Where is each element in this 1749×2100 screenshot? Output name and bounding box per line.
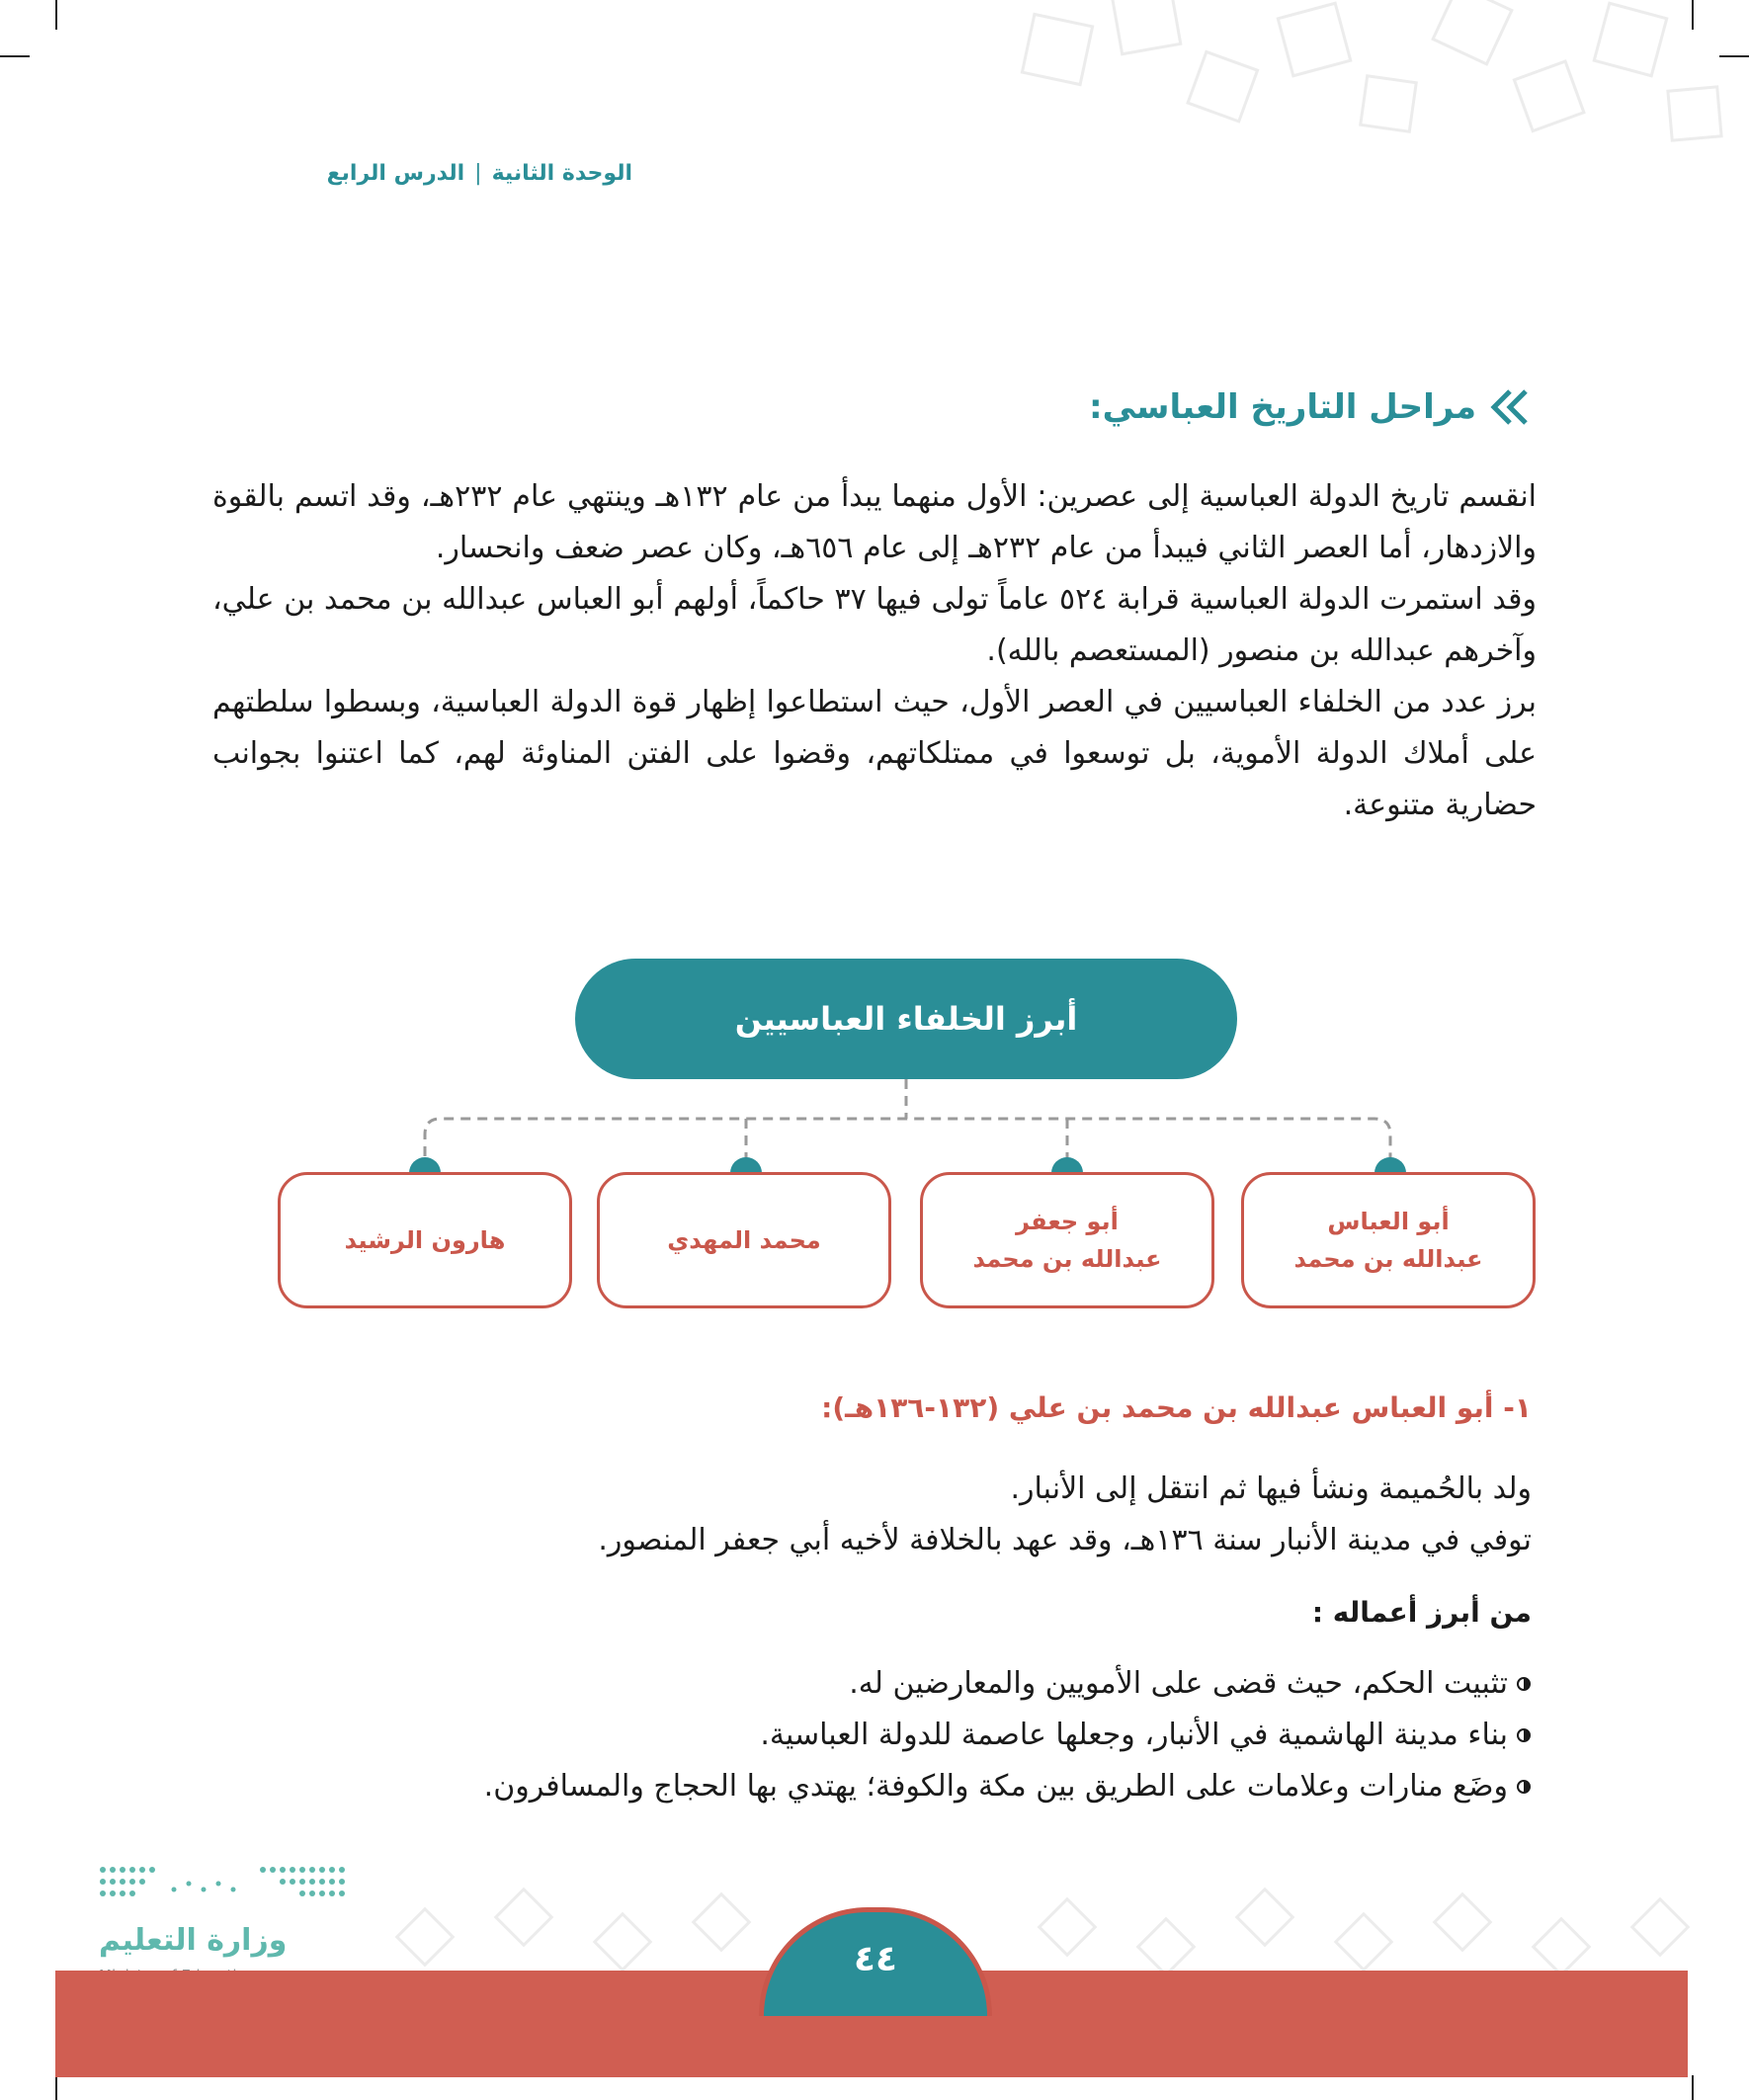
section-heading: مراحل التاريخ العباسي: — [1089, 387, 1476, 427]
unit-label: الوحدة الثانية — [491, 161, 632, 186]
running-header — [327, 161, 632, 186]
ministry-name-ar: وزارة التعليم — [99, 1923, 288, 1958]
caliph-fullname: عبدالله بن محمد — [972, 1245, 1162, 1273]
works-list — [208, 1658, 1532, 1812]
work-text: تثبيت الحكم، حيث قضى على الأمويين والمعارضين له. — [849, 1666, 1508, 1701]
decorative-pattern — [988, 0, 1749, 178]
bio-line: ولد بالحُميمة ونشأ فيها ثم انتقل إلى الأنبار. — [1010, 1471, 1532, 1506]
diagram-title: أبرز الخلفاء العباسيين — [575, 959, 1237, 1079]
caliph-name: أبو جعفر — [1016, 1208, 1119, 1235]
paragraph: انقسم تاريخ الدولة العباسية إلى عصرين: الأول منهما يبدأ من عام ١٣٢هـ وينتهي عام ٢٣٢هـ، وقد اتسم بالقوة والازدهار، أما العصر الثاني فيبدأ من عام ٢٣٢هـ إلى عام ٦٥٦هـ، وكان عصر ضعف وانحسار. — [212, 479, 1537, 565]
bullet-icon — [1516, 1676, 1532, 1692]
paragraph: وقد استمرت الدولة العباسية قرابة ٥٢٤ عاماً تولى فيها ٣٧ حاكماً، أولهم أبو العباس عبدالله بن محمد بن علي، وآخرهم عبدالله بن منصور (المستعصم بالله). — [212, 582, 1537, 668]
bio-line: توفي في مدينة الأنبار سنة ١٣٦هـ، وقد عهد بالخلافة لأخيه أبي جعفر المنصور. — [598, 1523, 1532, 1557]
list-item — [208, 1710, 1532, 1761]
list-item — [208, 1761, 1532, 1812]
caliph-box-abu-al-abbas — [1241, 1172, 1536, 1308]
crop-mark — [55, 0, 57, 30]
subsection-heading: ١- أبو العباس عبدالله بن محمد بن علي (١٣٢-١٣٦هـ): — [821, 1391, 1532, 1424]
list-item — [208, 1658, 1532, 1710]
lesson-label: الدرس الرابع — [326, 161, 465, 186]
page-number: ٤٤ — [854, 1939, 897, 1979]
caliph-box-abu-jafar — [920, 1172, 1214, 1308]
caliph-fullname: عبدالله بن محمد — [1293, 1245, 1483, 1273]
caliph-name: أبو العباس — [1327, 1208, 1450, 1235]
bullet-icon — [1516, 1727, 1532, 1743]
bullet-icon — [1516, 1779, 1532, 1795]
body-text — [212, 471, 1537, 831]
ministry-logo-icon — [95, 1860, 352, 1919]
work-text: وضَع منارات وعلامات على الطريق بين مكة والكوفة؛ يهتدي بها الحجاج والمسافرون. — [483, 1769, 1508, 1804]
crop-mark — [55, 2075, 57, 2100]
paragraph: برز عدد من الخلفاء العباسيين في العصر الأول، حيث استطاعوا إظهار قوة الدولة العباسية، وبسطوا سلطتهم على أملاك الدولة الأموية، بل توسعوا في ممتلكاتهم، وقضوا على الفتن المناوئة لهم، كما اعتنوا بجوانب حضارية متنوعة. — [212, 685, 1537, 822]
works-label: من أبرز أعماله : — [1311, 1596, 1532, 1629]
header-separator: | — [474, 161, 482, 186]
work-text: بناء مدينة الهاشمية في الأنبار، وجعلها عاصمة للدولة العباسية. — [760, 1718, 1508, 1752]
crop-mark — [0, 55, 30, 57]
section-title — [1089, 387, 1532, 427]
caliph-box-al-mahdi — [597, 1172, 891, 1308]
caliph-name: هارون الرشيد — [344, 1226, 506, 1254]
decorative-pattern — [375, 1878, 1749, 1976]
double-chevron-icon — [1488, 387, 1532, 427]
caliph-name: محمد المهدي — [667, 1226, 821, 1254]
caliph-box-harun — [278, 1172, 572, 1308]
biography — [208, 1464, 1532, 1566]
crop-mark — [1692, 2075, 1694, 2100]
